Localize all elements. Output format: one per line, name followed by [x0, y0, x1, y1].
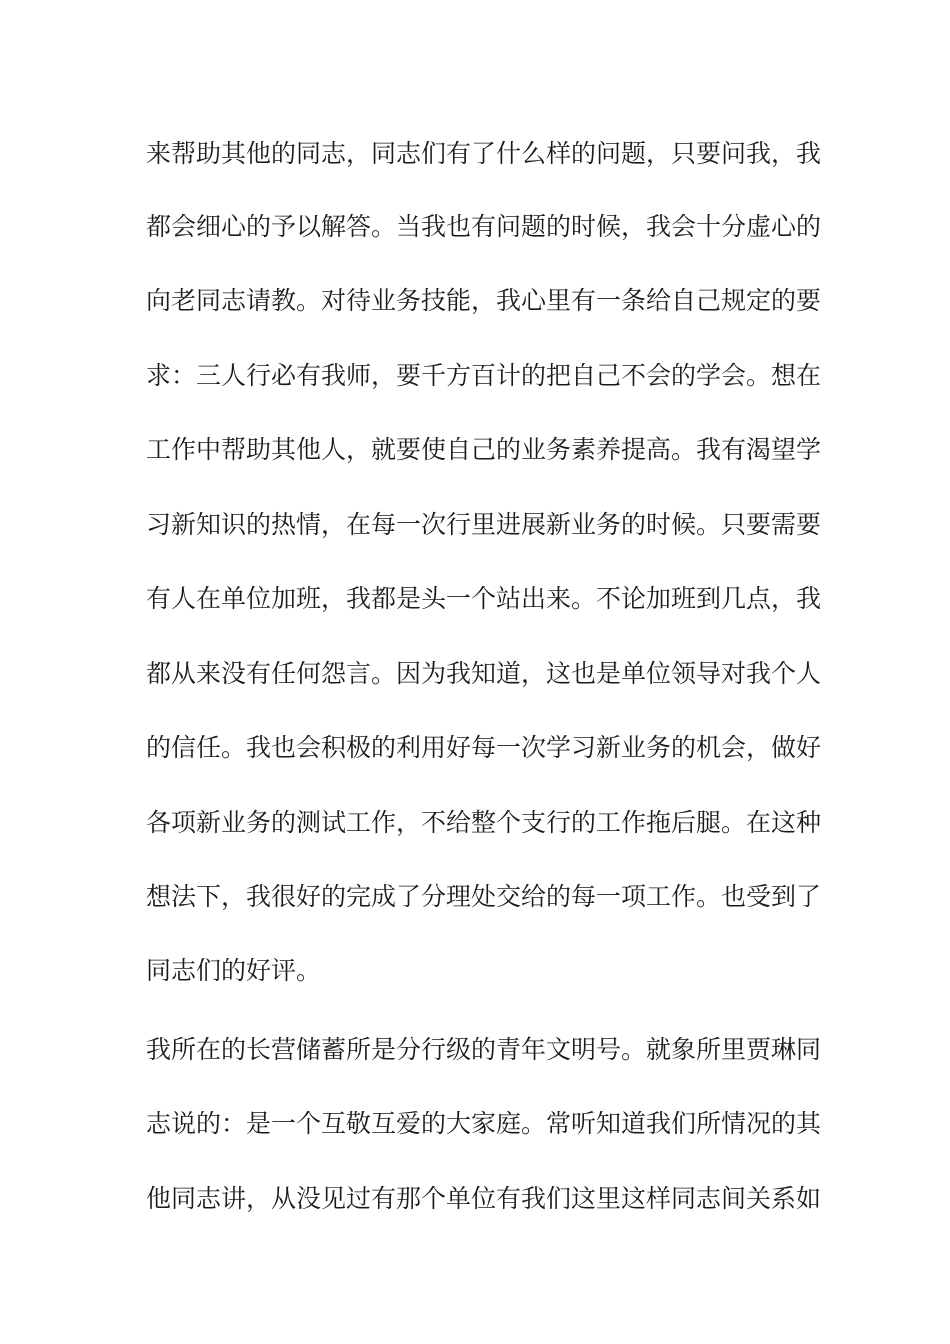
text-line: 同志们的好评。: [146, 956, 322, 985]
text-line: 都从来没有任何怨言。因为我知道，这也是单位领导对我个人: [146, 659, 822, 688]
text-line: 他同志讲，从没见过有那个单位有我们这里这样同志间关系如: [146, 1184, 822, 1213]
text-line: 有人在单位加班，我都是头一个站出来。不论加班到几点，我: [146, 584, 822, 613]
text-line: 向老同志请教。对待业务技能，我心里有一条给自己规定的要: [146, 286, 822, 315]
text-line: 的信任。我也会积极的利用好每一次学习新业务的机会，做好: [146, 733, 822, 762]
text-line: 想法下，我很好的完成了分理处交给的每一项工作。也受到了: [146, 882, 822, 911]
text-line: 都会细心的予以解答。当我也有问题的时候，我会十分虚心的: [146, 212, 822, 241]
text-line: 习新知识的热情，在每一次行里进展新业务的时候。只要需要: [146, 510, 822, 539]
text-line: 志说的：是一个互敬互爱的大家庭。常听知道我们所情况的其: [146, 1109, 822, 1138]
text-line: 我所在的长营储蓄所是分行级的青年文明号。就象所里贾琳同: [146, 1035, 822, 1064]
text-line: 工作中帮助其他人，就要使自己的业务素养提高。我有渴望学: [146, 435, 822, 464]
text-line: 来帮助其他的同志，同志们有了什么样的问题，只要问我，我: [146, 139, 822, 168]
text-line: 各项新业务的测试工作，不给整个支行的工作拖后腿。在这种: [146, 808, 822, 837]
text-line: 求：三人行必有我师，要千方百计的把自己不会的学会。想在: [146, 361, 822, 390]
